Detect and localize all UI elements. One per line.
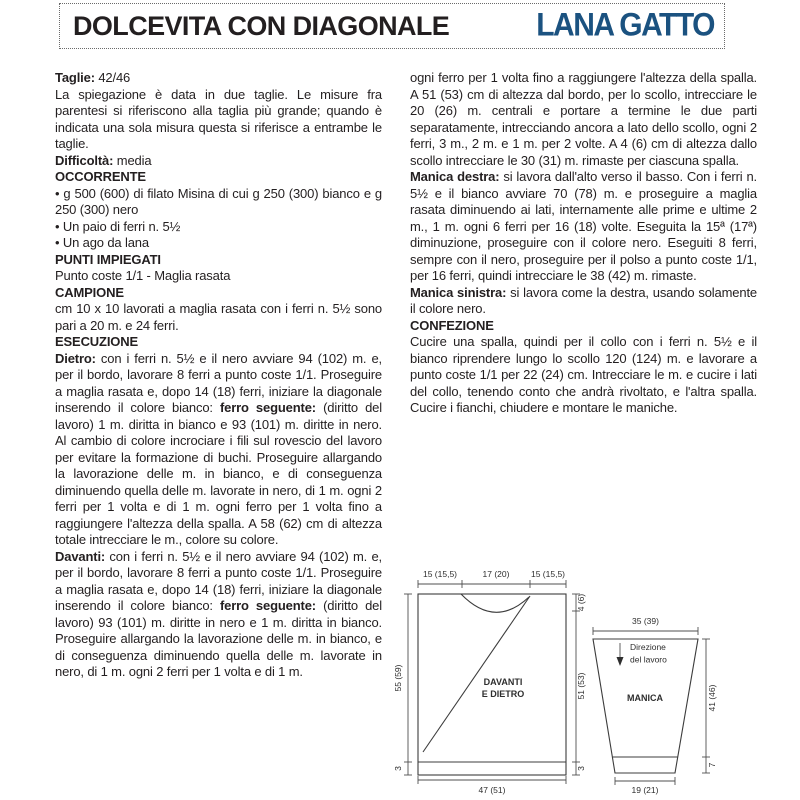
davanti-paragraph: Davanti: con i ferri n. 5½ e il nero avviare 94 (102) m. e, per il bordo, lavorare 8 ferri a punto coste 1/1. Proseguire a maglia rasata e, dopo 14 (18) ferri, iniziare la diagonale inserendo il colore bianco: ferro seguente: (diritto del lavoro) 93 (101) m. diritte in nero e 1 m. diritta in bianco. Proseguire allargando la lavorazione delle m. in bianco, e di conseguenza diminuendo quella delle m. lavorate in nero, di 1 m. ogni 2 ferri per 1 volta e di 1 m. [55,548,382,679]
confezione-heading: CONFEZIONE [410,317,494,333]
manica-destra-label: Manica destra: [410,169,500,184]
sleeve-dim-bottom: 19 (21) [631,785,659,795]
dietro-paragraph: Dietro: con i ferri n. 5½ e il nero avviare 94 (102) m. e, per il bordo, lavorare 8 ferri a punto coste 1/1. Proseguire a maglia rasata e, dopo 14 (18) ferri, iniziare la diagonale inserendo il colore bianco: ferro seguente: (diritto del lavoro) 1 m. diritta in bianco e 93 (101) m. diritte in nero. Al cambio di colore incrociare i fili sul rovescio del lavoro per evitare la formazione di buchi. Proseguire allargando la lavorazione delle m. in bianco, e di conseguenza diminuendo quella delle m. lavorate in nero, di 1 m. ogni 2 ferri per 1 volta e di 1 m. ogni ferro per 1 volta fino a raggiungere l'altezza della spalla. A 58 (62) cm di altezza totale intrecciare le m., colore su colore. [55,350,382,547]
body-dim-right-mid: 51 (53) [576,672,586,700]
difficolta-line [55,153,382,170]
left-column [55,70,382,681]
body-dim-right-top: 4 (6) [576,593,586,612]
page-header [59,3,725,49]
occorrente-item: • Un ago da lana [55,235,149,250]
manica-destra-paragraph: Manica destra: si lavora dall'alto verso il basso. Con i ferri n. 5½ e il bianco avviare 70 (78) m. e proseguire a maglia rasata diminuendo ai lati, internamente alle prime e ultime 2 m., 1 m. ogni 6 ferri per 16 (18) volte. Eseguita la 15ª (17ª) diminuzione, proseguire con il colore nero. Eseguiti 8 ferri, sempre con il nero, proseguire per il polso a punto coste 1/1, per 16 ferri, quindi intrecciare le 38 (42) m. rimaste. [410,169,757,283]
dietro-label: Dietro: [55,350,96,366]
direction-label-1: Direzione [630,642,666,652]
difficolta-value: media [113,152,152,168]
sleeve-dim-right-height: 41 (46) [707,684,717,712]
body-neckline [461,594,529,612]
body-dim-top-mid: 17 (20) [482,569,510,579]
sleeve-dim-top: 35 (39) [632,616,659,626]
occorrente-heading: OCCORRENTE [55,169,146,184]
body-dim-right-rib: 3 [576,766,586,771]
schematic-svg [393,551,763,799]
campione-heading: CAMPIONE [55,284,124,300]
punti-heading: PUNTI IMPIEGATI [55,251,161,267]
direction-label-2: del lavoro [630,654,667,665]
body-dim-top-left: 15 (15,5) [422,569,458,579]
body-dim-left-height: 55 (59) [393,664,403,692]
brand-logo: LANA GATTO [536,7,714,44]
body-diagonal-line [423,596,530,752]
occorrente-item: • Un paio di ferri n. 5½ [55,218,181,234]
occorrente-item: • g 500 (600) di filato Misina di cui g 250 (300) bianco e g 250 (300) nero [55,185,382,217]
punti-text: Punto coste 1/1 - Maglia rasata [55,268,231,283]
esecuzione-heading: ESECUZIONE [55,334,139,349]
body-dim-bottom: 47 (51) [478,785,506,795]
confezione-text: Cucire una spalla, quindi per il collo con i ferri n. 5½ e il bianco riprendere lungo lo scollo 120 (124) m. e lavorare a punto coste 1/1 per 22 (24) cm. Intrecciare le m. e cucire i lati del collo, tenendo conto che andrà rivoltato, e l'altra spalla. Cucire i fianchi, chiudere e montare le maniche. [410,334,757,415]
taglie-value: 42/46 [94,70,131,85]
body-piece-label-1: DAVANTI [483,677,523,687]
davanti-continuation: ogni ferro per 1 volta fino a raggiungere l'altezza della spalla. A 51 (53) cm di altezza dal bordo, per lo scollo, intrecciare le 20 (26) m. centrali e portare a termine le due parti separatamente, intrecciando ancora a lato dello scollo, ogni 2 ferri, 3 m., 2 m. e 1 m. per 2 volte. A 4 (6) cm di altezza dallo scollo intrecciare le 30 (31) m. rimaste per ciascuna spalla. [410,70,757,168]
direction-arrow-head [617,657,624,666]
taglie-label: Taglie: [55,70,95,85]
body-dim-top-right: 15 (15,5) [530,569,566,579]
body-piece-label-2: E DIETRO [481,689,525,699]
body-dim-left-rib: 3 [393,766,403,771]
body-schematic [393,569,586,795]
difficolta-label: Difficoltà: [55,152,114,168]
ferro-seguente-label: ferro seguente: [219,400,316,415]
pattern-title: DOLCEVITA CON DIAGONALE [73,10,450,41]
campione-text: cm 10 x 10 lavorati a maglia rasata con i ferri n. 5½ sono pari a 20 m. e 24 ferri. [55,301,382,333]
schematic-diagram [393,551,763,800]
davanti-label: Davanti: [55,548,106,564]
manica-sinistra-paragraph: Manica sinistra: si lavora come la destra, usando solamente il colore nero. [410,284,757,316]
taglie-line [55,70,382,87]
sleeve-dim-right-cuff: 7 [707,762,717,768]
sleeve-piece-label: MANICA [627,693,663,703]
manica-sinistra-label: Manica sinistra: [410,284,507,300]
intro-paragraph: La spiegazione è data in due taglie. Le misure fra parentesi si riferiscono alla taglia più grande; quando è indicata una sola misura questa si riferisce a entrambe le taglie. [55,86,382,151]
ferro-seguente-label: ferro seguente: [219,598,316,613]
sleeve-schematic [593,616,717,795]
